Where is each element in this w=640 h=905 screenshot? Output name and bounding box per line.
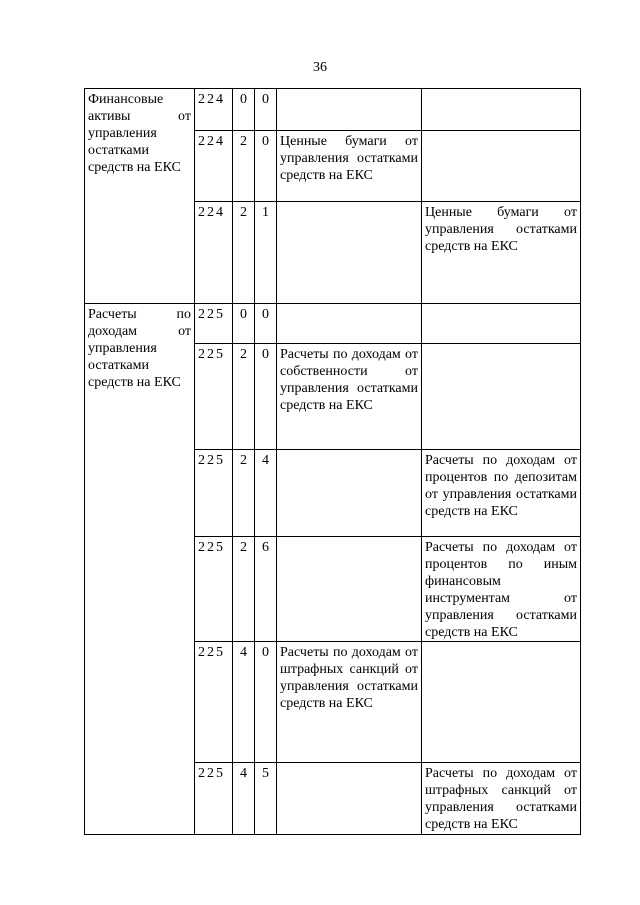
digit-cell: 4 <box>233 642 255 763</box>
digit-cell: 2 <box>233 131 255 202</box>
digit-cell: 2 <box>233 344 255 450</box>
description-cell <box>277 763 422 835</box>
code-cell: 225 <box>195 450 233 537</box>
subaccount-cell: Расчеты по доходам от штрафных санкций от управления остатками средств на ЕКС <box>422 763 581 835</box>
code-cell: 224 <box>195 131 233 202</box>
subaccount-cell <box>422 344 581 450</box>
digit-cell: 0 <box>255 131 277 202</box>
digit-cell: 0 <box>233 304 255 344</box>
digit-cell: 4 <box>255 450 277 537</box>
digit-cell: 6 <box>255 537 277 642</box>
digit-cell: 0 <box>233 89 255 131</box>
digit-cell: 2 <box>233 202 255 304</box>
description-cell <box>277 89 422 131</box>
description-cell <box>277 450 422 537</box>
subaccount-cell: Расчеты по доходам от процентов по иным финансовым инструментам от управления остатками средств на ЕКС <box>422 537 581 642</box>
digit-cell: 0 <box>255 89 277 131</box>
digit-cell: 1 <box>255 202 277 304</box>
subaccount-cell <box>422 304 581 344</box>
digit-cell: 5 <box>255 763 277 835</box>
description-cell: Расчеты по доходам от штрафных санкций от управления остатками средств на ЕКС <box>277 642 422 763</box>
description-cell <box>277 537 422 642</box>
subaccount-cell: Расчеты по доходам от процентов по депозитам от управления остатками средств на ЕКС <box>422 450 581 537</box>
code-cell: 224 <box>195 89 233 131</box>
subaccount-cell <box>422 642 581 763</box>
code-cell: 225 <box>195 304 233 344</box>
digit-cell: 0 <box>255 344 277 450</box>
group-name: Финансовые активы от управления остатками средств на ЕКС <box>85 89 195 304</box>
digit-cell: 0 <box>255 304 277 344</box>
description-cell <box>277 304 422 344</box>
digit-cell: 0 <box>255 642 277 763</box>
description-cell: Ценные бумаги от управления остатками средств на ЕКС <box>277 131 422 202</box>
page-number: 36 <box>313 60 327 75</box>
subaccount-cell: Ценные бумаги от управления остатками средств на ЕКС <box>422 202 581 304</box>
group-name: Расчеты по доходам от управления остатками средств на ЕКС <box>85 304 195 835</box>
description-cell: Расчеты по доходам от собственности от управления остатками средств на ЕКС <box>277 344 422 450</box>
description-cell <box>277 202 422 304</box>
code-cell: 225 <box>195 537 233 642</box>
accounts-table <box>84 88 581 835</box>
subaccount-cell <box>422 89 581 131</box>
subaccount-cell <box>422 131 581 202</box>
code-cell: 225 <box>195 344 233 450</box>
digit-cell: 2 <box>233 537 255 642</box>
code-cell: 225 <box>195 642 233 763</box>
code-cell: 225 <box>195 763 233 835</box>
table-row <box>85 89 581 131</box>
digit-cell: 4 <box>233 763 255 835</box>
code-cell: 224 <box>195 202 233 304</box>
digit-cell: 2 <box>233 450 255 537</box>
table-row <box>85 304 581 344</box>
